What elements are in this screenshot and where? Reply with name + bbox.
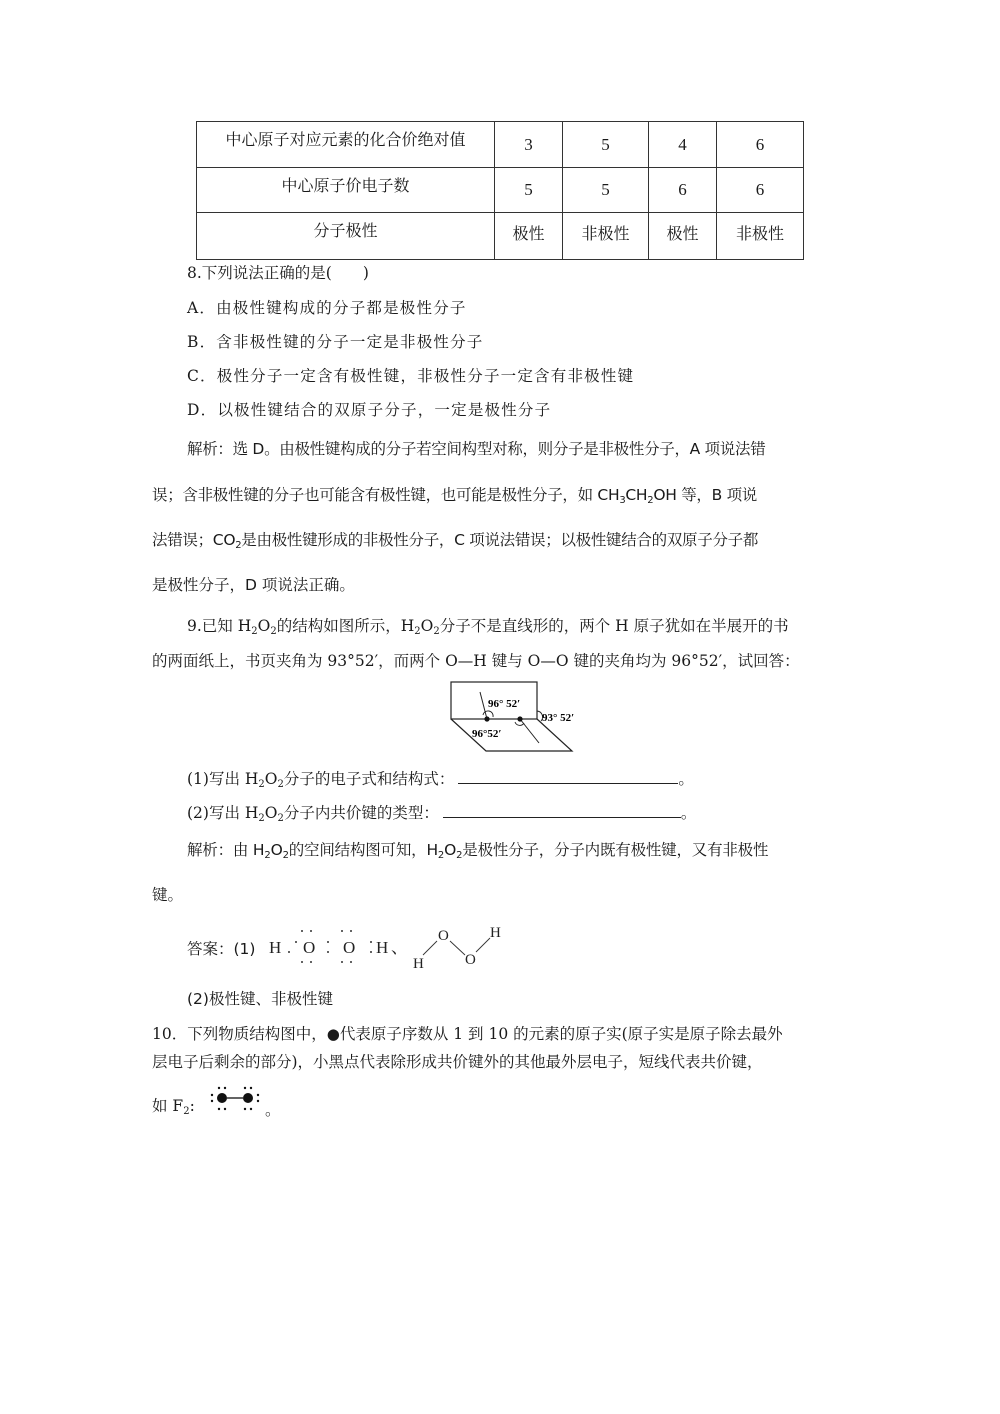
oh-bond-upper — [480, 692, 487, 719]
h2o2-structure-figure — [420, 675, 620, 760]
structure-h1: H — [413, 956, 424, 972]
question-9-line1: 9.已知 $H_2O_2$的结构如图所示，$H_2O_2$分子不是直线形的，两个 H 原子犹如在半展开的书 — [187, 617, 789, 637]
comparison-table — [196, 121, 804, 260]
hydrogen-atom: H — [376, 938, 389, 957]
oh-bond-lower — [520, 719, 539, 743]
electron-dots — [288, 930, 372, 963]
q8-analysis-line4: 是极性分子，D 项说法正确。 — [152, 576, 355, 594]
table-cell: 5 — [563, 168, 649, 213]
answer-label: 答案：(1) — [187, 940, 256, 958]
row-label: 中心原子价电子数 — [197, 168, 495, 213]
option-b: B．含非极性键的分子一定是非极性分子 — [187, 333, 484, 351]
table-cell: 6 — [649, 168, 717, 213]
angle-label-right: 93° 52′ — [542, 712, 575, 724]
table-cell: 极性 — [649, 213, 717, 260]
table-cell: 非极性 — [717, 213, 804, 260]
table-cell: 3 — [495, 122, 563, 168]
table-row — [197, 213, 804, 260]
table-cell: 5 — [563, 122, 649, 168]
fluorine-core — [217, 1093, 227, 1103]
structure-h2: H — [490, 925, 501, 941]
question-10-line1: 10．下列物质结构图中，●代表原子序数从 1 到 10 的元素的原子实(原子实是原子除去最外 — [152, 1025, 783, 1043]
structure-o1: O — [438, 928, 449, 944]
oxygen-atom: O — [343, 938, 356, 957]
table-cell: 6 — [717, 122, 804, 168]
option-c: C．极性分子一定含有极性键，非极性分子一定含有非极性键 — [187, 367, 635, 385]
table-cell: 5 — [495, 168, 563, 213]
table-cell: 6 — [717, 168, 804, 213]
table-row — [197, 168, 804, 213]
h2o2-electron-formula — [265, 920, 515, 975]
separator: 、 — [391, 938, 408, 957]
angle-label-top: 96° 52′ — [488, 698, 521, 710]
question-9-sub2: (2)写出 $H_2O_2$分子内共价键的类型： 。 — [187, 804, 697, 824]
answer-blank-2[interactable] — [443, 803, 681, 818]
table-cell: 极性 — [495, 213, 563, 260]
row-label: 分子极性 — [197, 213, 495, 260]
table-row — [197, 122, 804, 168]
q9-analysis-line1: 解析：由 $H_2O_2$的空间结构图可知，$H_2O_2$是极性分子，分子内既有极性键，又有非极性 — [187, 841, 769, 861]
answer-blank-1[interactable] — [458, 769, 678, 784]
question-9-line2: 的两面纸上，书页夹角为 93°52′，而两个 O—H 键与 O—O 键的夹角均为 96°52′，试回答： — [152, 652, 800, 670]
structure-bonds — [423, 938, 490, 955]
question-10-line2: 层电子后剩余的部分)，小黑点代表除形成共价键外的其他最外层电子，短线代表共价键， — [152, 1053, 763, 1071]
fluorine-core — [243, 1093, 253, 1103]
oxygen-atom: O — [303, 938, 316, 957]
answer-2: (2)极性键、非极性键 — [187, 990, 333, 1008]
q9-analysis-line2: 键。 — [152, 886, 184, 904]
structure-o2: O — [465, 952, 476, 968]
question-9-sub1: (1)写出 $H_2O_2$分子的电子式和结构式： 。 — [187, 770, 694, 790]
option-a: A．由极性键构成的分子都是极性分子 — [187, 299, 467, 317]
question-10-period: 。 — [265, 1101, 281, 1119]
q8-analysis-line1: 解析：选 D。由极性键构成的分子若空间构型对称，则分子是非极性分子，A 项说法错 — [187, 440, 766, 458]
q8-analysis-line2: 误；含非极性键的分子也可能含有极性键，也可能是极性分子，如 $CH_3CH_2OH$ 等，B 项说 — [152, 486, 757, 506]
question-8-stem: 8.下列说法正确的是( ) — [187, 264, 369, 282]
table-cell: 4 — [649, 122, 717, 168]
hydrogen-atom: H — [269, 938, 282, 957]
row-label: 中心原子对应元素的化合价绝对值 — [197, 122, 495, 168]
question-10-line3: 如 $F_2$: — [152, 1097, 195, 1117]
option-d: D．以极性键结合的双原子分子，一定是极性分子 — [187, 401, 552, 419]
angle-arc — [483, 711, 493, 717]
atom-core-icon: ● — [326, 1025, 340, 1043]
table-cell: 非极性 — [563, 213, 649, 260]
q8-analysis-line3: 法错误；$CO_2$是由极性键形成的非极性分子，C 项说法错误；以极性键结合的双原子分子都 — [152, 531, 759, 551]
oxygen-atom — [517, 716, 522, 721]
angle-label-bottom: 96°52′ — [472, 728, 502, 740]
oxygen-atom — [484, 716, 489, 721]
